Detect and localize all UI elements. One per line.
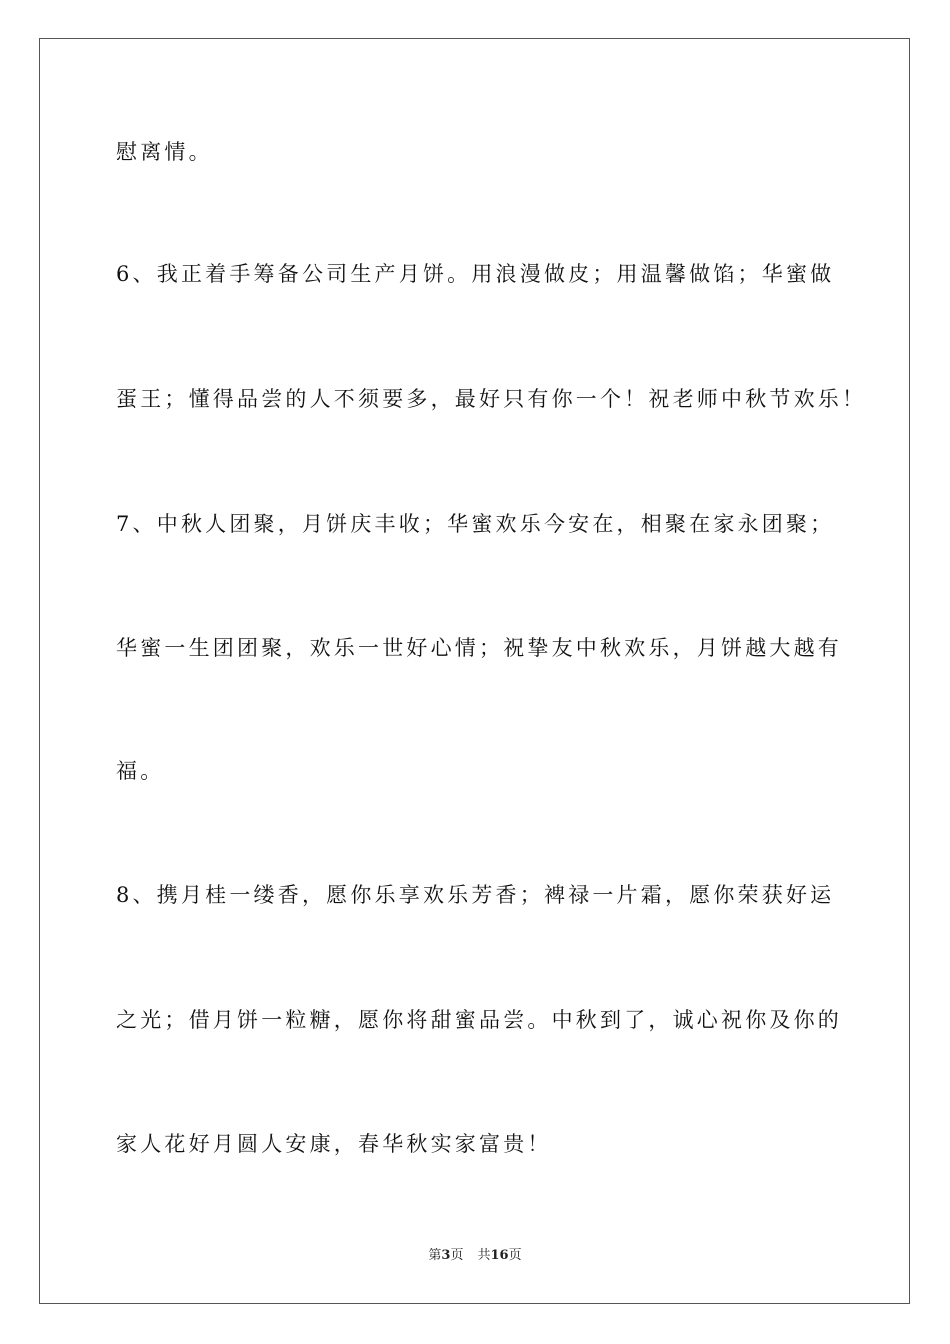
text-line-3: 蛋王；懂得品尝的人不须要多，最好只有你一个！祝老师中秋节欢乐！ [116,387,867,411]
text-line-1: 慰离情。 [116,140,213,164]
page-prefix: 第 [428,1248,442,1263]
text-line-5: 华蜜一生团团聚，欢乐一世好心情；祝挚友中秋欢乐，月饼越大越有 [116,636,842,660]
text-line-7: 8、携月桂一缕香，愿你乐享欢乐芳香；裨禄一片霜，愿你荣获好运 [116,883,835,907]
text-line-6: 福。 [116,759,165,783]
total-pages: 16 [490,1248,509,1263]
page-number: 3 [441,1248,451,1263]
page-footer [0,1246,950,1266]
text-line-9: 家人花好月圆人安康，春华秋实家富贵！ [116,1132,552,1156]
text-line-8: 之光；借月饼一粒糖，愿你将甜蜜品尝。中秋到了，诚心祝你及你的 [116,1008,842,1032]
page-suffix: 页 [450,1248,464,1263]
text-line-2: 6、我正着手筹备公司生产月饼。用浪漫做皮；用温馨做馅；华蜜做 [116,262,835,286]
page-border [39,38,910,1304]
total-suffix: 页 [508,1248,522,1263]
text-line-4: 7、中秋人团聚，月饼庆丰收；华蜜欢乐今安在，相聚在家永团聚； [116,512,835,536]
total-prefix: 共 [477,1248,491,1263]
